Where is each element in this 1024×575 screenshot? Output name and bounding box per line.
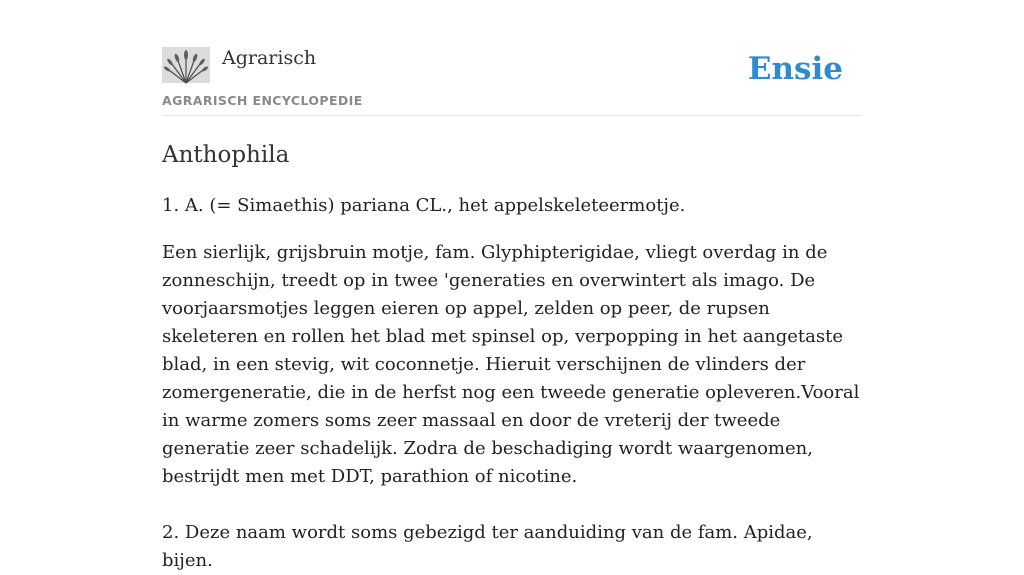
ensie-logo-link[interactable]: Ensie — [747, 51, 843, 87]
header — [162, 44, 862, 116]
wheat-icon[interactable] — [162, 47, 210, 83]
article-title: Anthophila — [162, 142, 290, 168]
article-paragraph-2: Een sierlijk, grijsbruin motje, fam. Glyphipterigidae, vliegt overdag in de zonneschijn, treedt op in twee 'generaties en overwintert als imago. De voorjaarsmotjes leggen eieren op appel, zelden op peer, de rupsen skeleteren en rollen het blad met spinsel op, verpopping in het aangetaste blad, in een stevig, wit coconnetje. Hieruit verschijnen de vlinders der zomergeneratie, die in de herfst nog een tweede generatie opleveren.Vooral in warme zomers soms zeer massaal en door de vreterij der tweede generatie zeer schadelijk. Zodra de beschadiging wordt waargenomen, bestrijdt men met DDT, parathion of nicotine. — [162, 242, 860, 487]
article-paragraph-3: 2. Deze naam wordt soms gebezigd ter aanduiding van de fam. Apidae, bijen. — [162, 522, 813, 571]
article — [162, 140, 867, 575]
source-name[interactable]: Agrarisch — [222, 47, 317, 69]
article-paragraph-1: 1. A. (= Simaethis) pariana CL., het appelskeleteermotje. — [162, 195, 686, 216]
source-subtitle: AGRARISCH ENCYCLOPEDIE — [162, 93, 363, 108]
